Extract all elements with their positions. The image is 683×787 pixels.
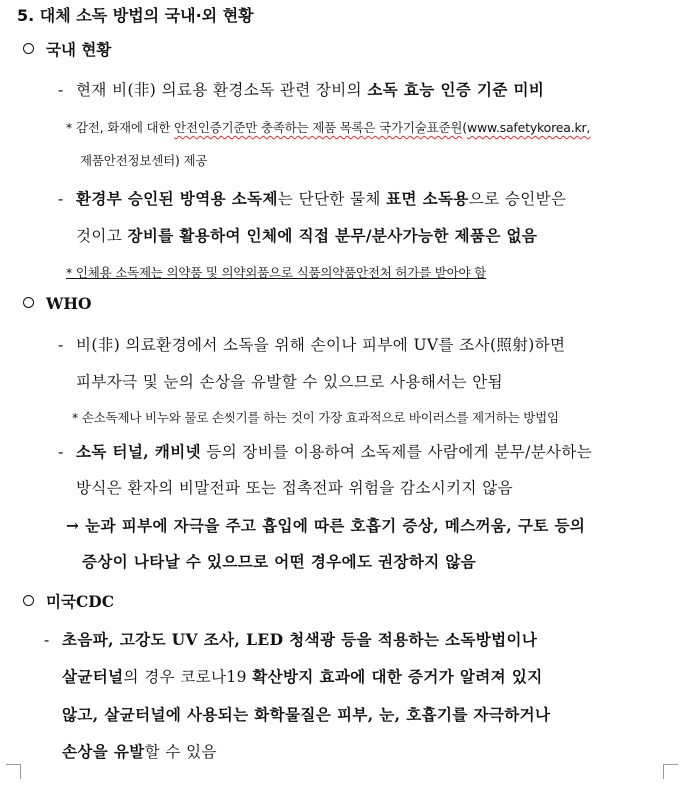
page-corner-mark-left [6, 764, 21, 779]
cdc-item-1-line2 [62, 665, 543, 687]
domestic-item-2-line1 [58, 187, 566, 209]
domestic-item-2-text2: 으로 승인받은 [468, 190, 567, 208]
who-item-2-text: 등의 장비를 이용하여 소독제를 사람에게 분무/분사하는 [201, 443, 593, 461]
domestic-note-2: * 인체용 소독제는 의약품 및 의약외품으로 식품의약품안전처 허가를 받아야 함 [66, 265, 487, 280]
cdc-item-1-text: 초음파, 고강도 UV 조사, LED 청색광 등을 적용하는 소독방법이나 [62, 630, 538, 649]
domestic-item-2-bold1: 환경부 승인된 방역용 소독제 [76, 189, 278, 208]
safetykorea-link[interactable]: www.safetykorea.kr, [466, 120, 591, 135]
cdc-item-1-text2: 의 경우 코로나19 [123, 668, 253, 686]
cdc-item-1-line1 [44, 628, 537, 650]
page-corner-mark-right [663, 764, 678, 779]
domestic-item-1-bold: 소독 효능 인증 기준 미비 [367, 80, 545, 99]
circle-bullet-icon [23, 43, 34, 54]
domestic-item-2-text1: 는 단단한 물체 [277, 190, 387, 208]
section-title: 5. 대체 소독 방법의 국내·외 현황 [17, 6, 254, 25]
who-arrow-text: 눈과 피부에 자극을 주고 흡입에 따른 호흡기 증상, 메스꺼움, 구토 등의 [85, 516, 586, 535]
who-heading [23, 294, 92, 313]
domestic-item-1 [58, 78, 544, 100]
domestic-item-2-line2-text: 것이고 [76, 227, 128, 245]
domestic-note-1-underlined: 안전인증기준만 충족하는 제품 목록은 국가기술표준원 [174, 120, 463, 135]
who-item-2-line1 [58, 440, 592, 462]
domestic-note-1-line2: 제품안전정보센터) 제공 [80, 153, 208, 168]
dash-bullet: - [58, 336, 64, 354]
domestic-heading-label: 국내 현황 [46, 40, 112, 59]
who-item-1-text: 비(非) 의료환경에서 소독을 위해 손이나 피부에 UV를 조사(照射)하면 [76, 336, 566, 354]
circle-bullet-icon [23, 297, 34, 308]
cdc-item-1-text4: 할 수 있음 [144, 743, 217, 761]
domestic-heading [23, 38, 111, 60]
who-heading-label: WHO [46, 294, 92, 313]
cdc-heading [23, 590, 114, 612]
who-arrow-line1 [66, 514, 585, 536]
cdc-item-1-line3: 않고, 살균터널에 사용되는 화학물질은 피부, 눈, 호흡기를 자극하거나 [62, 705, 551, 724]
domestic-note-1-prefix: * 감전, 화재에 대한 [66, 120, 175, 135]
cdc-item-1-bold1: 살균터널 [62, 667, 124, 686]
who-item-1-line2: 피부자극 및 눈의 손상을 유발할 수 있으므로 사용해서는 안됨 [76, 373, 503, 391]
cdc-item-1-line4 [62, 740, 217, 762]
who-item-2-line2: 방식은 환자의 비말전파 또는 접촉전파 위험을 감소시키지 않음 [76, 479, 513, 497]
arrow-icon: → [66, 516, 80, 535]
cdc-item-1-bold2: 확산방지 효과에 대한 증거가 알려져 있지 [252, 667, 543, 686]
who-arrow-line2: 증상이 나타날 수 있으므로 어떤 경우에도 권장하지 않음 [82, 552, 477, 571]
dash-bullet: - [58, 190, 64, 208]
cdc-item-1-bold3: 손상을 유발 [62, 742, 145, 761]
dash-bullet: - [44, 631, 50, 649]
domestic-item-2-line2 [76, 224, 537, 246]
domestic-item-1-text: 현재 비(非) 의료용 환경소독 관련 장비의 [76, 81, 368, 99]
dash-bullet: - [58, 443, 64, 461]
cdc-heading-label: 미국CDC [46, 592, 115, 611]
who-item-2-bold: 소독 터널, 캐비넷 [76, 442, 202, 461]
domestic-item-2-line2-bold: 장비를 활용하여 인체에 직접 분무/분사가능한 제품은 없음 [127, 226, 538, 245]
domestic-note-1-line1: * 감전, 화재에 대한 안전인증기준만 충족하는 제품 목록은 국가기술표준원(www.safetykorea.kr, [66, 120, 591, 135]
circle-bullet-icon [23, 595, 34, 606]
who-note-1: * 손소독제나 비누와 물로 손씻기를 하는 것이 가장 효과적으로 바이러스를 제거하는 방법임 [72, 410, 559, 425]
domestic-item-2-bold2: 표면 소독용 [386, 189, 469, 208]
who-item-1-line1 [58, 333, 565, 355]
dash-bullet: - [58, 81, 64, 99]
